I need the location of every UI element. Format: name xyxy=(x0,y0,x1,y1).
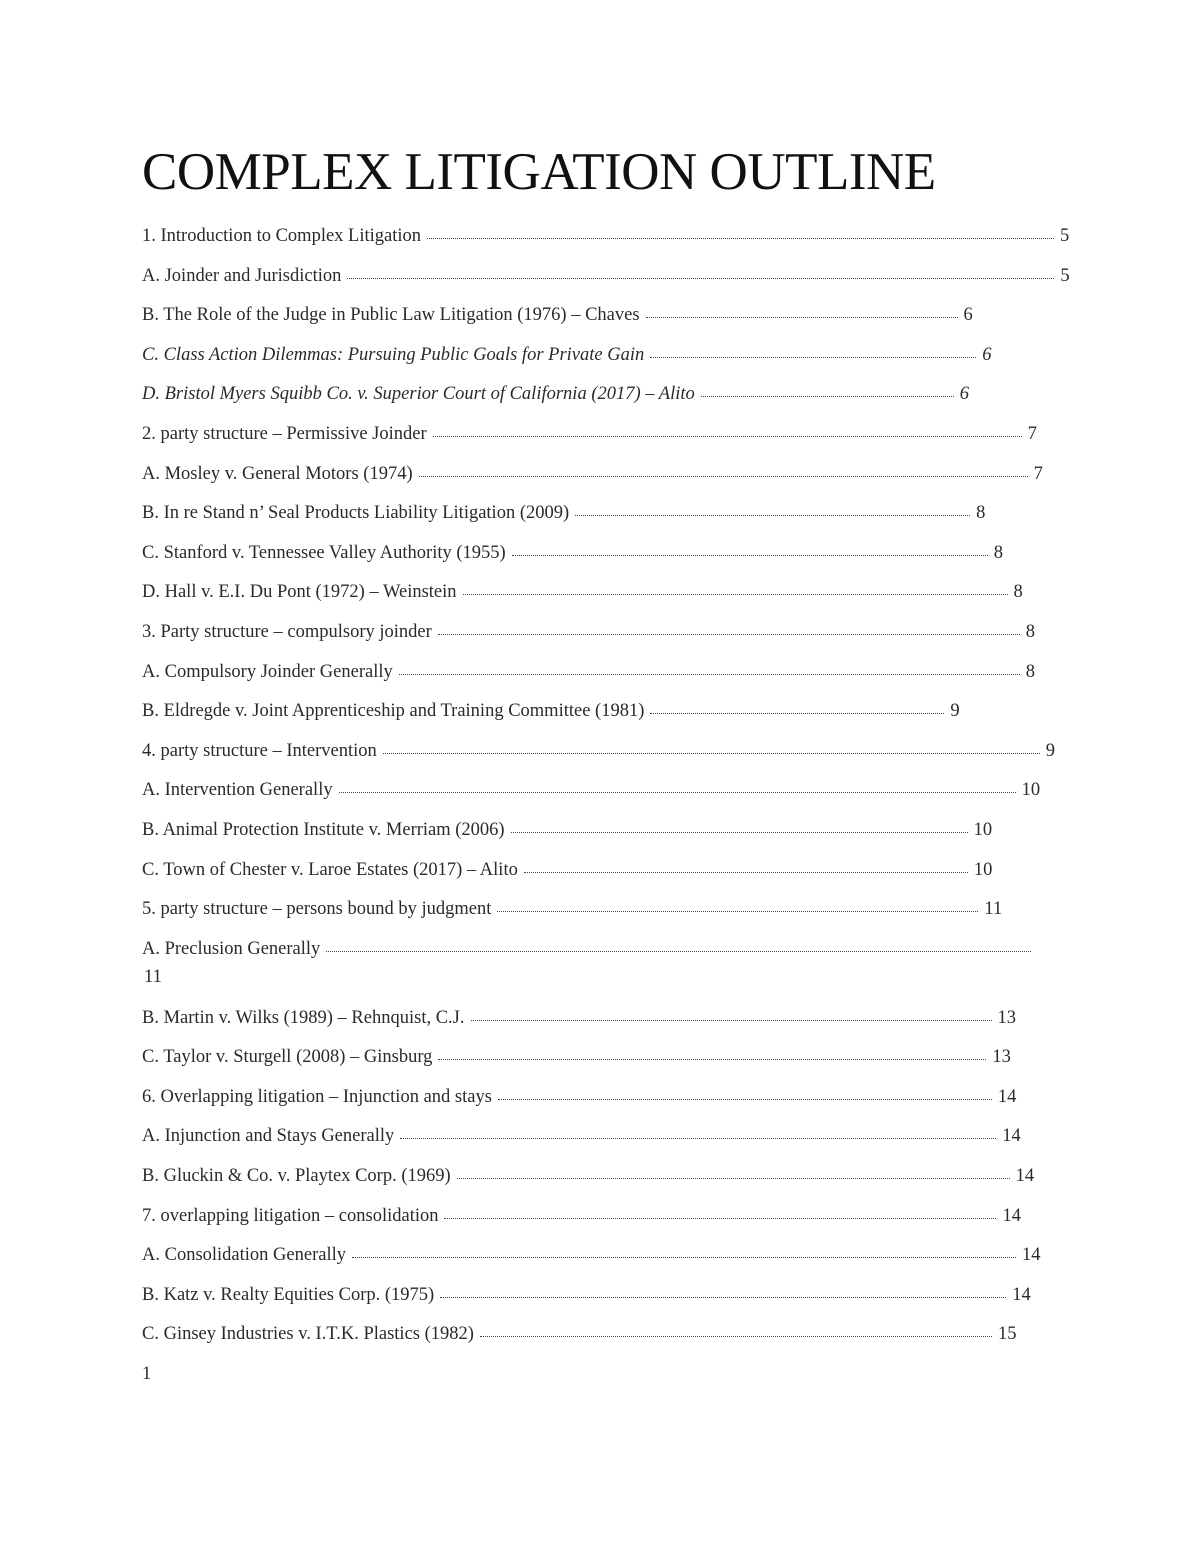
toc-entry[interactable] xyxy=(142,776,1062,816)
toc-entry-title: 6. Overlapping litigation – Injunction and stays xyxy=(142,1086,492,1107)
toc-entry[interactable] xyxy=(142,697,1062,737)
toc-entry-title: A. Compulsory Joinder Generally xyxy=(142,661,393,682)
toc-entry-title: A. Injunction and Stays Generally xyxy=(142,1126,395,1147)
toc-entry-page-number: 8 xyxy=(1025,661,1035,682)
toc-entry-page-number: 11 xyxy=(984,899,1003,920)
toc-dot-leader xyxy=(383,739,1040,754)
toc-entry-title: 5. party structure – persons bound by judgment xyxy=(142,899,492,920)
toc-entry-page-number: 14 xyxy=(1002,1205,1021,1226)
toc-entry-title: 1. Introduction to Complex Litigation xyxy=(142,226,422,246)
toc-entry-title: C. Class Action Dilemmas: Pursuing Public Goals for Private Gain xyxy=(142,344,645,365)
toc-entry[interactable] xyxy=(142,420,1062,460)
toc-entry-title: D. Hall v. E.I. Du Pont (1972) – Weinstein xyxy=(142,582,457,603)
toc-entry[interactable] xyxy=(142,262,1070,302)
toc-entry[interactable] xyxy=(142,935,1062,1004)
document-title: COMPLEX LITIGATION OUTLINE xyxy=(142,143,936,201)
toc-entry-page-number: 11 xyxy=(144,966,162,987)
toc-entry-page-number: 6 xyxy=(959,384,970,405)
toc-entry-title: B. Katz v. Realty Equities Corp. (1975) xyxy=(142,1284,435,1305)
toc-entry-title: A. Joinder and Jurisdiction xyxy=(142,265,342,286)
toc-dot-leader xyxy=(433,422,1022,437)
toc-dot-leader xyxy=(440,1283,1006,1298)
toc-entry-title: B. Eldregde v. Joint Apprenticeship and Training Committee (1981) xyxy=(142,701,645,722)
toc-entry[interactable] xyxy=(142,1162,1062,1202)
toc-entry-page-number: 8 xyxy=(993,542,1003,563)
toc-dot-leader xyxy=(419,462,1028,477)
toc-entry-page-number: 7 xyxy=(1027,423,1037,444)
toc-entry-page-number: 13 xyxy=(997,1007,1016,1028)
toc-dot-leader xyxy=(575,501,970,516)
toc-dot-leader xyxy=(701,382,954,397)
toc-entry-page-number: 10 xyxy=(973,819,993,840)
toc-entry[interactable] xyxy=(142,658,1062,698)
toc-dot-leader xyxy=(471,1006,992,1021)
toc-entry-page-number: 14 xyxy=(1012,1284,1031,1305)
toc-entry[interactable] xyxy=(142,856,1062,896)
toc-dot-leader xyxy=(352,1243,1016,1258)
toc-entry[interactable] xyxy=(142,895,1062,935)
toc-entry-page-number: 8 xyxy=(1025,621,1036,642)
toc-entry-title: 4. party structure – Intervention xyxy=(142,740,377,761)
page-number: 1 xyxy=(142,1364,152,1384)
toc-dot-leader xyxy=(650,343,976,358)
toc-entry-page-number: 5 xyxy=(1060,226,1070,246)
toc-entry[interactable] xyxy=(142,341,1062,381)
toc-dot-leader xyxy=(326,937,1031,952)
toc-dot-leader xyxy=(511,818,968,833)
toc-entry-title: A. Preclusion Generally xyxy=(142,938,321,959)
toc-dot-leader xyxy=(339,778,1016,793)
toc-entry[interactable] xyxy=(142,578,1062,618)
toc-dot-leader xyxy=(427,224,1054,239)
toc-entry[interactable] xyxy=(142,1241,1062,1281)
toc-dot-leader xyxy=(512,541,988,556)
toc-entry-title: 7. overlapping litigation – consolidation xyxy=(142,1205,439,1226)
toc-entry-title: C. Taylor v. Sturgell (2008) – Ginsburg xyxy=(142,1047,433,1068)
toc-entry[interactable] xyxy=(142,1122,1062,1162)
toc-entry-page-number: 9 xyxy=(950,701,960,722)
toc-entry[interactable] xyxy=(142,539,1062,579)
toc-entry-title: 3. Party structure – compulsory joinder xyxy=(142,621,432,642)
toc-dot-leader xyxy=(480,1322,992,1337)
toc-entry[interactable] xyxy=(142,1281,1062,1321)
toc-entry-page-number: 7 xyxy=(1033,463,1043,484)
toc-entry-page-number: 8 xyxy=(976,503,986,524)
toc-entry-page-number: 8 xyxy=(1013,582,1023,603)
toc-entry[interactable] xyxy=(142,1202,1062,1242)
toc-dot-leader xyxy=(444,1204,996,1219)
toc-dot-leader xyxy=(463,580,1008,595)
toc-entry-page-number: 9 xyxy=(1045,740,1056,761)
toc-dot-leader xyxy=(400,1124,996,1139)
toc-entry-title: B. In re Stand n’ Seal Products Liability Litigation (2009) xyxy=(142,503,570,524)
toc-entry-title: A. Intervention Generally xyxy=(142,780,333,801)
toc-entry-title: D. Bristol Myers Squibb Co. v. Superior Court of California (2017) – Alito xyxy=(142,384,695,405)
toc-entry[interactable] xyxy=(142,737,1062,777)
toc-entry[interactable] xyxy=(142,1083,1062,1123)
toc-entry-title: A. Consolidation Generally xyxy=(142,1245,346,1266)
toc-dot-leader xyxy=(646,303,958,318)
toc-dot-leader xyxy=(347,264,1054,279)
toc-dot-leader xyxy=(399,660,1020,675)
toc-entry-page-number: 14 xyxy=(1015,1166,1035,1187)
toc-entry-title: B. Gluckin & Co. v. Playtex Corp. (1969) xyxy=(142,1166,451,1187)
toc-entry-title: 2. party structure – Permissive Joinder xyxy=(142,423,427,444)
toc-entry-title: B. Martin v. Wilks (1989) – Rehnquist, C.J. xyxy=(142,1007,465,1028)
toc-entry-title: C. Ginsey Industries v. I.T.K. Plastics (1982) xyxy=(142,1324,474,1345)
toc-dot-leader xyxy=(497,897,978,912)
toc-entry-page-number: 10 xyxy=(1021,780,1041,801)
table-of-contents xyxy=(142,222,1070,1360)
toc-entry[interactable] xyxy=(142,1320,1062,1360)
toc-dot-leader xyxy=(457,1164,1010,1179)
toc-entry-title: B. The Role of the Judge in Public Law Litigation (1976) – Chaves xyxy=(142,305,640,326)
toc-entry-page-number: 14 xyxy=(997,1086,1017,1107)
toc-dot-leader xyxy=(498,1085,992,1100)
toc-entry-page-number: 6 xyxy=(982,344,992,365)
toc-entry[interactable] xyxy=(142,460,1062,500)
toc-entry[interactable] xyxy=(142,301,1062,341)
toc-entry-page-number: 13 xyxy=(992,1047,1011,1068)
toc-entry-title: A. Mosley v. General Motors (1974) xyxy=(142,463,413,484)
toc-entry-page-number: 14 xyxy=(1021,1245,1041,1266)
toc-entry-page-number: 5 xyxy=(1060,265,1070,286)
toc-entry[interactable] xyxy=(142,816,1062,856)
toc-entry[interactable] xyxy=(142,222,1070,262)
toc-dot-leader xyxy=(650,699,944,714)
toc-dot-leader xyxy=(438,620,1020,635)
toc-entry-title: C. Town of Chester v. Laroe Estates (2017) – Alito xyxy=(142,859,518,880)
toc-entry[interactable] xyxy=(142,1043,1062,1083)
toc-entry-title: C. Stanford v. Tennessee Valley Authority (1955) xyxy=(142,542,506,563)
toc-entry-page-number: 14 xyxy=(1002,1126,1021,1147)
toc-entry-page-number: 15 xyxy=(997,1324,1017,1345)
toc-entry[interactable] xyxy=(142,1004,1062,1044)
toc-dot-leader xyxy=(438,1045,986,1060)
toc-entry[interactable] xyxy=(142,618,1062,658)
toc-entry[interactable] xyxy=(142,380,1062,420)
toc-entry-page-number: 10 xyxy=(973,859,993,880)
toc-dot-leader xyxy=(524,858,968,873)
toc-entry-title: B. Animal Protection Institute v. Merriam (2006) xyxy=(142,819,505,840)
toc-entry[interactable] xyxy=(142,499,1062,539)
toc-entry-page-number: 6 xyxy=(963,305,973,326)
